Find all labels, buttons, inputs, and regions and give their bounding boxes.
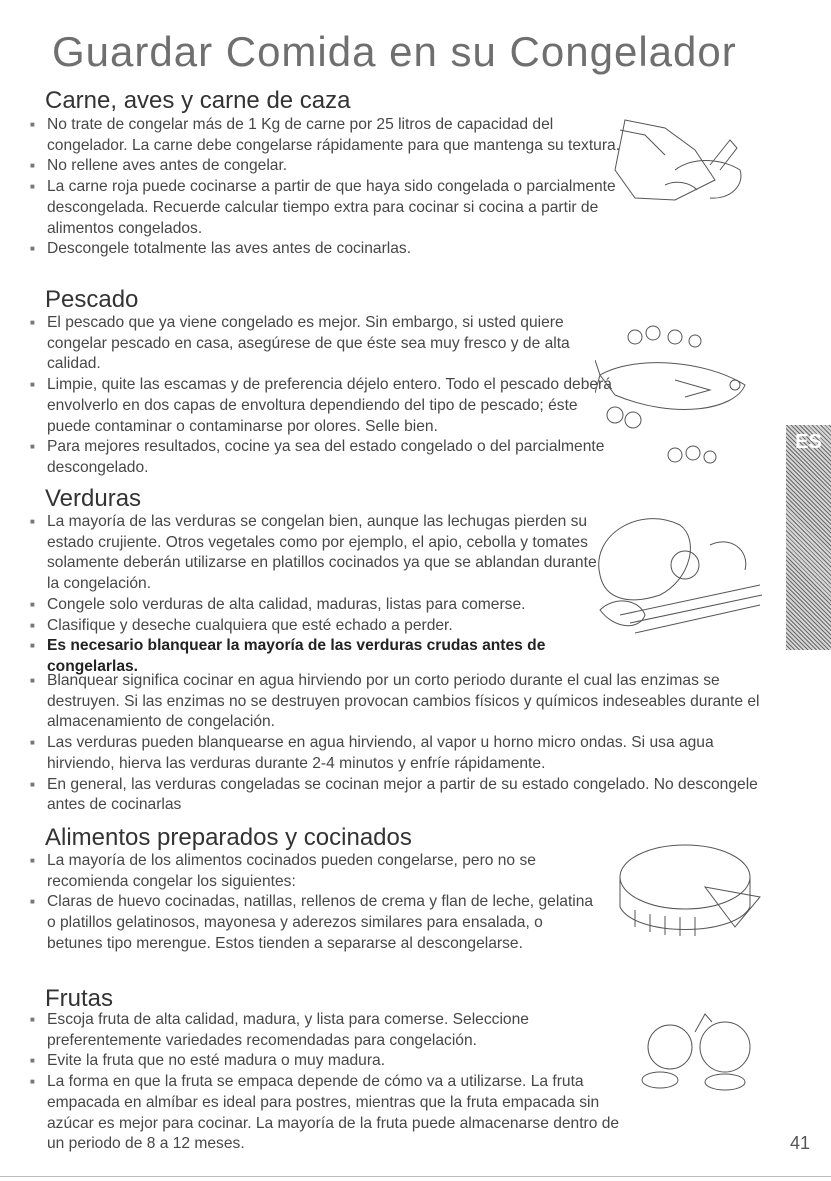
- bullet-carne-2: ■ No rellene aves antes de congelar.: [30, 156, 630, 177]
- page-number: 41: [790, 1133, 811, 1153]
- bullet-verduras-3: ■ Clasifique y deseche cualquiera que esté echado a perder.: [30, 616, 610, 637]
- bullet-frutas-1: ■ Escoja fruta de alta calidad, madura, y lista para comerse. Seleccione preferentemente variedades recomendadas para congelación.: [30, 1010, 620, 1051]
- bottom-rule: [0, 1176, 831, 1177]
- bullet-alimentos-2: ■ Claras de huevo cocinadas, natillas, rellenos de crema y flan de leche, gelatina o platillos gelatinosos, mayonesa y aderezos similares para ensalada, o betunes tipo merengue. Estos tienden a separarse al descongelarse.: [30, 892, 595, 954]
- fruit-illustration: [630, 1012, 770, 1097]
- heading-carne: Carne, aves y carne de caza: [45, 87, 351, 114]
- list-frutas: [30, 1010, 620, 1155]
- heading-pescado: Pescado: [45, 286, 139, 313]
- page-title: Guardar Comida en su Congelador: [52, 28, 737, 75]
- vegetables-illustration: [590, 505, 770, 650]
- bullet-alimentos-1: ■ La mayoría de los alimentos cocinados pueden congelarse, pero no se recomienda congelar los siguientes:: [30, 851, 595, 892]
- list-pescado: [30, 313, 615, 479]
- bullet-verduras-2: ■ Congele solo verduras de alta calidad, maduras, listas para comerse.: [30, 595, 610, 616]
- bullet-frutas-3: ■ La forma en que la fruta se empaca depende de cómo va a utilizarse. La fruta empacada en almíbar es ideal para postres, mientras que la fruta empacada sin azúcar es mejor para cocinar. La mayoría de la fruta puede almacenarse dentro de un periodo de 8 a 12 meses.: [30, 1072, 620, 1155]
- pie-illustration: [615, 832, 765, 952]
- list-carne: [30, 115, 630, 260]
- bullet-carne-1: ■ No trate de congelar más de 1 Kg de carne por 25 litros de capacidad del congelador. La carne debe congelarse rápidamente para que mantenga su textura.: [30, 115, 630, 156]
- bullet-carne-3: ■ La carne roja puede cocinarse a partir de que haya sido congelada o parcialmente descongelada. Recuerde calcular tiempo extra para cocinar si cocina a partir de alimentos congelados.: [30, 177, 630, 239]
- language-tab-label: ES: [795, 431, 822, 453]
- bullet-pescado-2: ■ Limpie, quite las escamas y de preferencia déjelo entero. Todo el pescado deberá envolverlo en dos capas de envoltura dependiendo del tipo de pescado; éste puede contaminar o contaminarse por olores. Selle bien.: [30, 375, 615, 437]
- list-alimentos: [30, 851, 595, 955]
- heading-frutas: Frutas: [45, 985, 114, 1012]
- heading-verduras: Verduras: [45, 485, 142, 512]
- bullet-verduras-5: ■ Blanquear significa cocinar en agua hirviendo por un corto periodo durante el cual las enzimas se destruyen. Si las enzimas no se destruyen provocan cambios físicos y químicos indeseables durante el almacenamiento de congelación.: [30, 671, 775, 733]
- bullet-verduras-7: ■ En general, las verduras congeladas se cocinan mejor a partir de su estado congelado. No descongele antes de cocinarlas: [30, 775, 775, 816]
- poultry-illustration: [605, 110, 755, 215]
- heading-alimentos: Alimentos preparados y cocinados: [45, 824, 412, 851]
- bullet-verduras-1: ■ La mayoría de las verduras se congelan bien, aunque las lechugas pierden su estado crujiente. Otros vegetales como por ejemplo, el apio, cebolla y tomates solamente deberán utilizarse en platillos cocinados ya que se ablandan durante la congelación.: [30, 512, 610, 595]
- list-verduras-bottom: [30, 671, 775, 816]
- bullet-verduras-4: ■ Es necesario blanquear la mayoría de las verduras crudas antes de congelarlas.: [30, 636, 610, 677]
- fish-illustration: [595, 315, 770, 475]
- bullet-pescado-3: ■ Para mejores resultados, cocine ya sea del estado congelado o del parcialmente descongelado.: [30, 437, 615, 478]
- bullet-carne-4: ■ Descongele totalmente las aves antes de cocinarlas.: [30, 239, 630, 260]
- list-verduras-top: [30, 512, 610, 678]
- bullet-frutas-2: ■ Evite la fruta que no esté madura o muy madura.: [30, 1051, 620, 1072]
- language-tab: [786, 425, 831, 650]
- bullet-pescado-1: ■ El pescado que ya viene congelado es mejor. Sin embargo, si usted quiere congelar pescado en casa, asegúrese de que éste sea muy fresco y de alta calidad.: [30, 313, 615, 375]
- bullet-verduras-6: ■ Las verduras pueden blanquearse en agua hirviendo, al vapor u horno micro ondas. Si usa agua hirviendo, hierva las verduras durante 2-4 minutos y enfríe rápidamente.: [30, 733, 775, 774]
